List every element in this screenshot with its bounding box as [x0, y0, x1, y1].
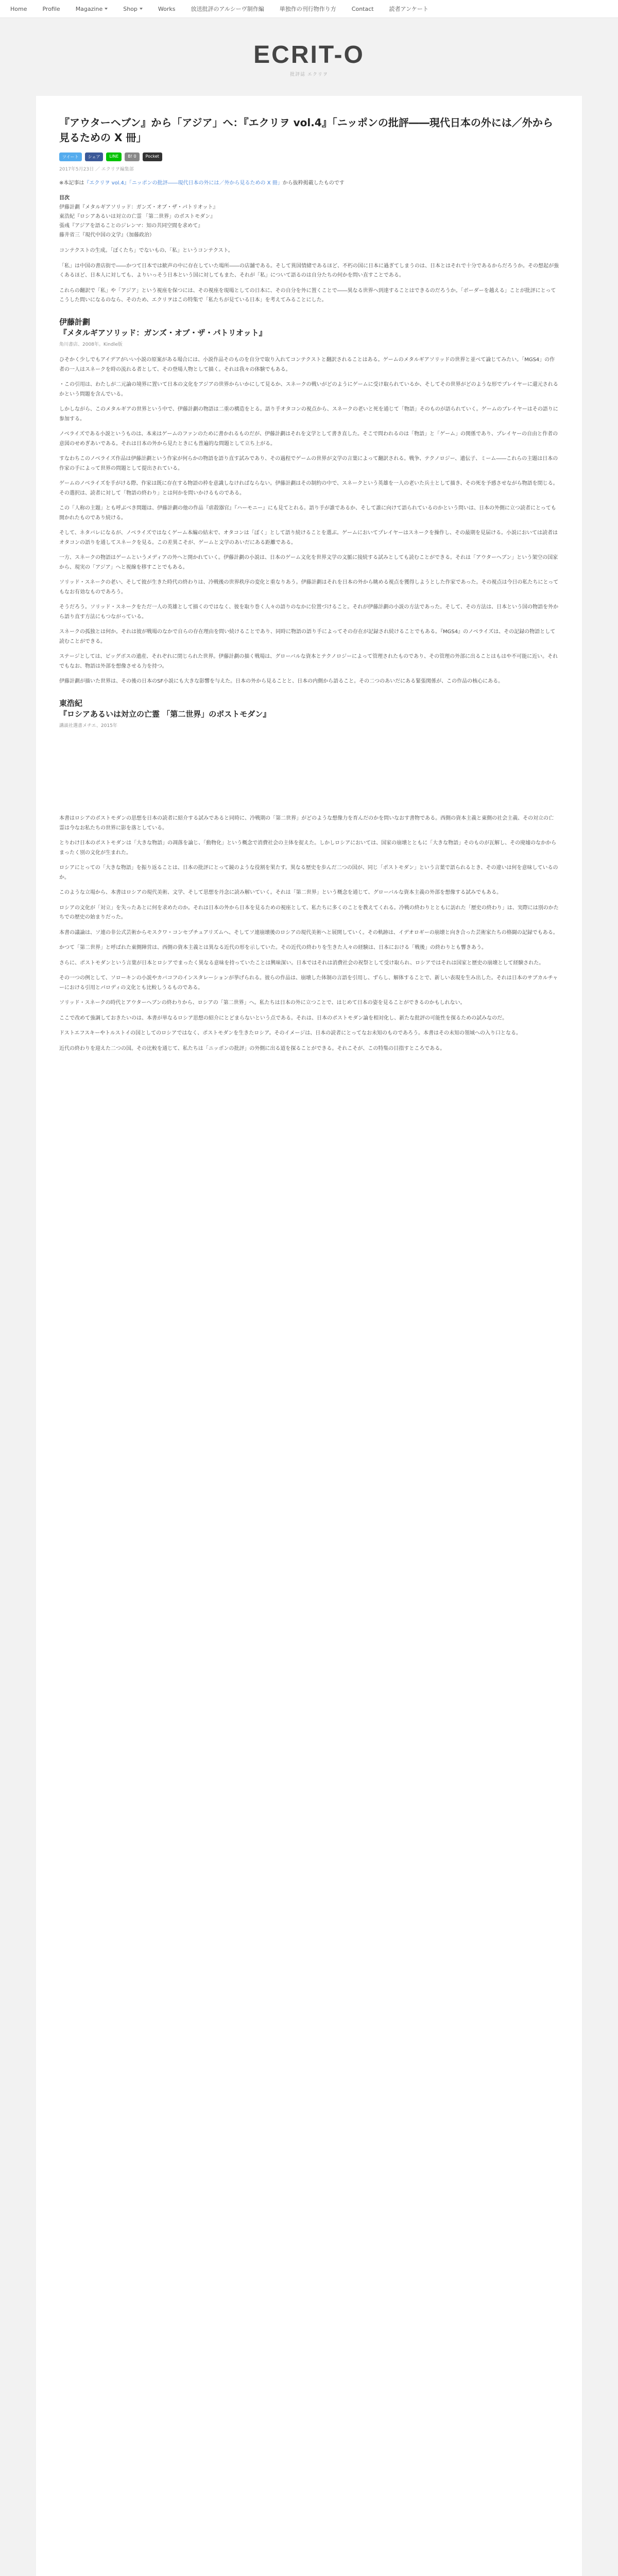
body-paragraph: 伊藤計劃が描いた世界は、その後の日本のSF小説にも大きな影響を与えた。日本の外から見ることと、日本の内側から語ること。その二つのあいだにある緊張関係が、この作品の核心にある。	[59, 679, 504, 684]
body-paragraph: かつて「第二世界」と呼ばれた東側陣営は、西側の資本主義とは異なる近代の形を示していた。その近代の終わりを生きた人々の経験は、日本における「戦後」の終わりとも響きあう。	[59, 945, 487, 951]
section-heading: 伊藤計劃 『メタルギアソリッド：ガンズ・オブ・ザ・パトリオット』	[59, 317, 267, 338]
body-paragraph: とりわけ日本のポストモダンは「大きな物語」の凋落を論じ、「動物化」という概念で消費社会の主体を捉えた。しかしロシアにおいては、国家の崩壊とともに「大きな物語」そのものが瓦解し、その廃墟のなかからまったく別の文化が生まれた。	[59, 840, 557, 856]
body-paragraph: ひそかく少しでもアイデアがいい小説の原案がある場合には、小説作品そのものを自分で取り入れてコンテクストと翻訳されることはある。ゲームのメタルギアソリッドの世界と並べて論じてみたい。「MGS4」の作者の一人はスネークを時の流れる者として、その登場人物として描く。それは我々の体験でもある。	[59, 357, 555, 372]
intro-paragraph: コンテクストの生成。「ぼくたち」でないもの、「私」というコンテクスト。	[59, 248, 233, 253]
body-paragraph: ロシアの文化が「対立」を失ったあとに何を求めたのか。それは日本の外から日本を見るための視座として、私たちに多くのことを教えてくれる。冷戦の終わりとともに訪れた「歴史の終わり」は、実際には別のかたちでの歴史の始まりだった。	[59, 905, 559, 920]
article-card	[36, 96, 582, 2576]
body-paragraph: 近代の終わりを迎えた二つの国。その比較を通じて、私たちは「ニッポンの批評」の外側に出る道を探ることができる。それこそが、この特集の目指すところである。	[59, 1045, 445, 1052]
body-paragraph: ロシアにとっての「大きな物語」を振り返ることは、日本の批評にとって鏡のような役割を果たす。異なる歴史を歩んだ二つの国が、同じ「ポストモダン」という言葉で語られるとき、その違いは何を意味しているのか。	[59, 865, 558, 880]
body-paragraph: ノベライズである小説というものは、本来はゲームのファンのために書かれるものだが、伊藤計劃はそれを文学として書き直した。そこで問われるのは「物語」と「ゲーム」の関係であり、プレイヤーの自由と作者の意図のせめぎあいである。それは日本の外から見たときにも普遍的な問題として立ち上がる。	[59, 431, 558, 447]
body-paragraph: この「人称の主題」とも呼ぶべき問題は、伊藤計劃の他の作品『虐殺器官』『ハーモニー』にも見てとれる。語り手が誰であるか、そして誰に向けて語られているのかという問いは、日本の外側に立つ読者にとっても開かれたものであり続ける。	[59, 505, 556, 521]
share-button[interactable]: B! 0	[125, 152, 139, 161]
site-logo[interactable]: ECRIT-O	[253, 41, 365, 69]
section-source: 講談社選書メチエ、2015年	[59, 723, 117, 728]
body-paragraph: スネークの孤独とは何か。それは彼が戦場のなかで自らの存在理由を問い続けることであり、同時に物語の語り手によってその存在が記録され続けることでもある。『MGS4』のノベライズは、その記録の物語として読むことができる。	[59, 629, 556, 645]
body-paragraph: 本書の議論は、ソ連の非公式芸術からモスクワ・コンセプチュアリズムへ、そしてソ連崩壊後のロシアの現代美術へと展開していく。その軌跡は、イデオロギーの崩壊と向き合った芸術家たちの格闘の記録でもある。	[59, 929, 558, 936]
top-navigation	[0, 0, 618, 18]
nav-item[interactable]: 放送批評のアルシーヴ制作編	[191, 6, 264, 12]
section-heading: 東浩紀 『ロシアあるいは対立の亡霊 「第二世界」のポストモダン』	[59, 698, 271, 719]
contents-item[interactable]: 東浩紀『ロシアあるいは対立の亡霊 「第二世界」のポストモダン』	[59, 214, 216, 219]
source-note: ※本記事は『エクリヲ vol.4』「ニッポンの批評――現代日本の外には／外から見るための X 冊」から抜粋掲載したものです	[59, 180, 345, 186]
share-button[interactable]: シェア	[85, 152, 104, 161]
body-paragraph: ここで改めて強調しておきたいのは、本書が単なるロシア思想の紹介にとどまらないという点である。それは、日本のポストモダン論を相対化し、新たな批評の可能性を探るための試みなのだ。	[59, 1015, 508, 1021]
intro-paragraph: これらの翻訳で「私」や「アジア」という視座を保つには、その視座を現場としての日本に、その自分を外に置くことで――異なる世界へ到達することはできるのだろうか。「ボーダーを越える」ことが批評にとってこうした問いになるのなら、そのため、エクリヲはこの特集で「私たちが見ている日本」を考えてみることにした。	[59, 287, 556, 303]
body-paragraph: ドストエフスキーやトルストイの国としてのロシアではなく、ポストモダンを生きたロシア。そのイメージは、日本の読者にとってなお未知のものであろう。本書はその未知の領域への入り口となる。	[59, 1030, 521, 1036]
body-paragraph: ソリッド・スネークの老い、そして彼が生きた時代の終わりは、冷戦後の世界秩序の変化と重なりあう。伊藤計劃はそれを日本の外から眺める視点を獲得しようとした作家であった。その視点は今日の私たちにとってもなお有効なものであろう。	[59, 580, 559, 595]
body-paragraph: その一つの例として、ソローキンの小説やカバコフのインスタレーションが挙げられる。彼らの作品は、崩壊した体制の言語を引用し、ずらし、解体することで、新しい表現を生み出した。それは日本のサブカルチャーにおける引用とパロディの文化とも比較しうるものである。	[59, 975, 558, 991]
body-paragraph: しかしながら、このメタルギアの世界という中で、伊藤計劃の物語は二重の構造をとる。語り手オタコンの視点から、スネークの老いと死を通じて「物語」そのものが語られていく。ゲームのプレイヤーはその語りに参加する。	[59, 406, 558, 422]
chevron-down-icon	[105, 8, 108, 10]
nav-item[interactable]: Shop	[123, 6, 143, 12]
body-paragraph: そして、ネタバレになるが、ノベライズではなくゲーム本編の結末で、オタコンは「ぼく」として語り続けることを選ぶ。ゲームにおいてプレイヤーはスネークを操作し、その最期を見届ける。小説においては読者はオタコンの語りを通してスネークを見る。この差異こそが、ゲームと文学のあいだにある距離である。	[59, 530, 558, 546]
table-of-contents	[59, 193, 559, 240]
nav-item[interactable]: Works	[158, 5, 176, 12]
share-button[interactable]: ツイート	[59, 152, 82, 161]
nav-item[interactable]: 読者アンケート	[389, 6, 428, 12]
nav-item[interactable]: Home	[10, 5, 27, 12]
contents-item[interactable]: 伊藤計劃『メタルギアソリッド：ガンズ・オブ・ザ・パトリオット』	[59, 205, 218, 210]
body-paragraph: そうだろう。ソリッド・スネークをただ一人の英雄として描くのではなく、彼を取り巻く人々の語りのなかに位置づけること。それが伊藤計劃の小説の方法であった。そして、その方法は、日本という国の物語を外から語り直す方法にもつながっている。	[59, 604, 559, 620]
spacer	[59, 737, 559, 814]
nav-item[interactable]: 単独作の刊行物作り方	[279, 6, 336, 12]
chevron-down-icon	[140, 8, 143, 10]
nav-item[interactable]: Contact	[351, 5, 374, 12]
masthead	[0, 18, 618, 80]
share-buttons	[59, 152, 559, 161]
source-link[interactable]: 『エクリヲ vol.4』「ニッポンの批評――現代日本の外には／外から見るための X 冊」	[84, 180, 283, 186]
share-button[interactable]: LINE	[106, 152, 122, 161]
body-paragraph: ・この引用は、わたしが二元論の境界に置いて日本の文化をアジアの世界からいかにして見るか、スネークの戦いがどのようにゲームに受け取られているか、そしてその世界がどのような形でプレイヤーに還元されるかという問題を含んでいる。	[59, 382, 558, 397]
body-paragraph: さらに、ポストモダンという言葉が日本とロシアでまったく異なる意味を持っていたことは興味深い。日本ではそれは消費社会の祝祭として受け取られ、ロシアではそれは国家と歴史の崩壊として経験された。	[59, 960, 544, 966]
section-source: 角川書店、2008年。Kindle版	[59, 342, 123, 347]
nav-item[interactable]: Profile	[42, 5, 60, 12]
body-paragraph: 本書はロシアのポストモダンの思想を日本の読者に紹介する試みであると同時に、冷戦期の「第二世界」がどのような想像力を育んだのかを問いなおす書物である。西側の資本主義と東側の社会主義、その対立の亡霊は今なお私たちの世界に影を落としている。	[59, 816, 554, 831]
body-paragraph: ステージとしては、ビッグボスの遺産、それぞれに閉じられた世界。伊藤計劃の描く戦場は、グローバルな資本とテクノロジーによって管理されたものであり、その管理の外部に出ることはもはや不可能に近い。それでもなお、物語は外部を想像させる力を持つ。	[59, 654, 558, 669]
body-paragraph: ソリッド・スネークの時代とアウターヘブンの終わりから、ロシアの「第二世界」へ。私たちは日本の外に立つことで、はじめて日本の姿を見ることができるのかもしれない。	[59, 1000, 466, 1006]
body-paragraph: ゲームのノベライズを手がける際、作家は既に存在する物語の枠を意識しなければならない。伊藤計劃はその制約の中で、スネークという英雄を一人の老いた兵士として描き、その死を予感させながら物語を閉じる。その選択は、読者に対して「物語の終わり」とは何かを問いかけるものである。	[59, 481, 558, 496]
body-paragraph: 一方、スネークの物語はゲームというメディアの外へと開かれていく。伊藤計劃の小説は、日本のゲーム文化を世界文学の文脈に接続する試みとしても読むことができる。それは「アウターヘブン」という架空の国家から、現実の「アジア」へと視線を移すことでもある。	[59, 555, 558, 570]
body-paragraph: すなわちこのノベライズ作品は伊藤計劃という作家が何らかの物語を語り直す試みであり、その過程でゲームの世界が文学の言葉によって翻訳される。戦争、テクノロジー、遺伝子、ミーム――これらの主題は日本の作家の手によって世界の問題として提出されている。	[59, 456, 558, 471]
contents-item[interactable]: 張彧『アジアを語ることのジレンマ：知の共同空間を求めて』	[59, 223, 203, 229]
contents-heading: 目次	[59, 195, 70, 201]
body-paragraph: このような立場から、本書はロシアの現代美術、文学、そして思想を丹念に読み解いていく。それは「第二世界」という概念を通じて、グローバルな資本主義の外部を想像する試みでもある。	[59, 890, 502, 895]
site-tagline: 批評誌 エクリヲ	[290, 72, 328, 77]
share-button[interactable]: Pocket	[143, 152, 162, 161]
intro-paragraph: 「私」は中国の書店街で――かつて日本では歓声の中に存在していた場所――の店舗である。そして異国情緒であるほど、不朽の国に日本に過ぎてしまうのは、日本とはそれで十分であるからだろうか。その想起が強くあるほど、日本人に対しても、よりいっそう日本という国に対してもまた、それが「私」について語るのは自分たちの何かを問い直すことである。	[59, 263, 559, 278]
nav-item[interactable]: Magazine	[76, 6, 108, 12]
article-title: 『アウターヘブン』から「アジア」へ：『エクリヲ vol.4』「ニッポンの批評――現代日本の外には／外から見るための X 冊」	[59, 116, 553, 144]
article-byline: 2017年5月23日 ／ エクリヲ編集部	[59, 167, 134, 172]
contents-item[interactable]: 藤井省三『現代中国の文学』（加藤政治）	[59, 232, 154, 238]
